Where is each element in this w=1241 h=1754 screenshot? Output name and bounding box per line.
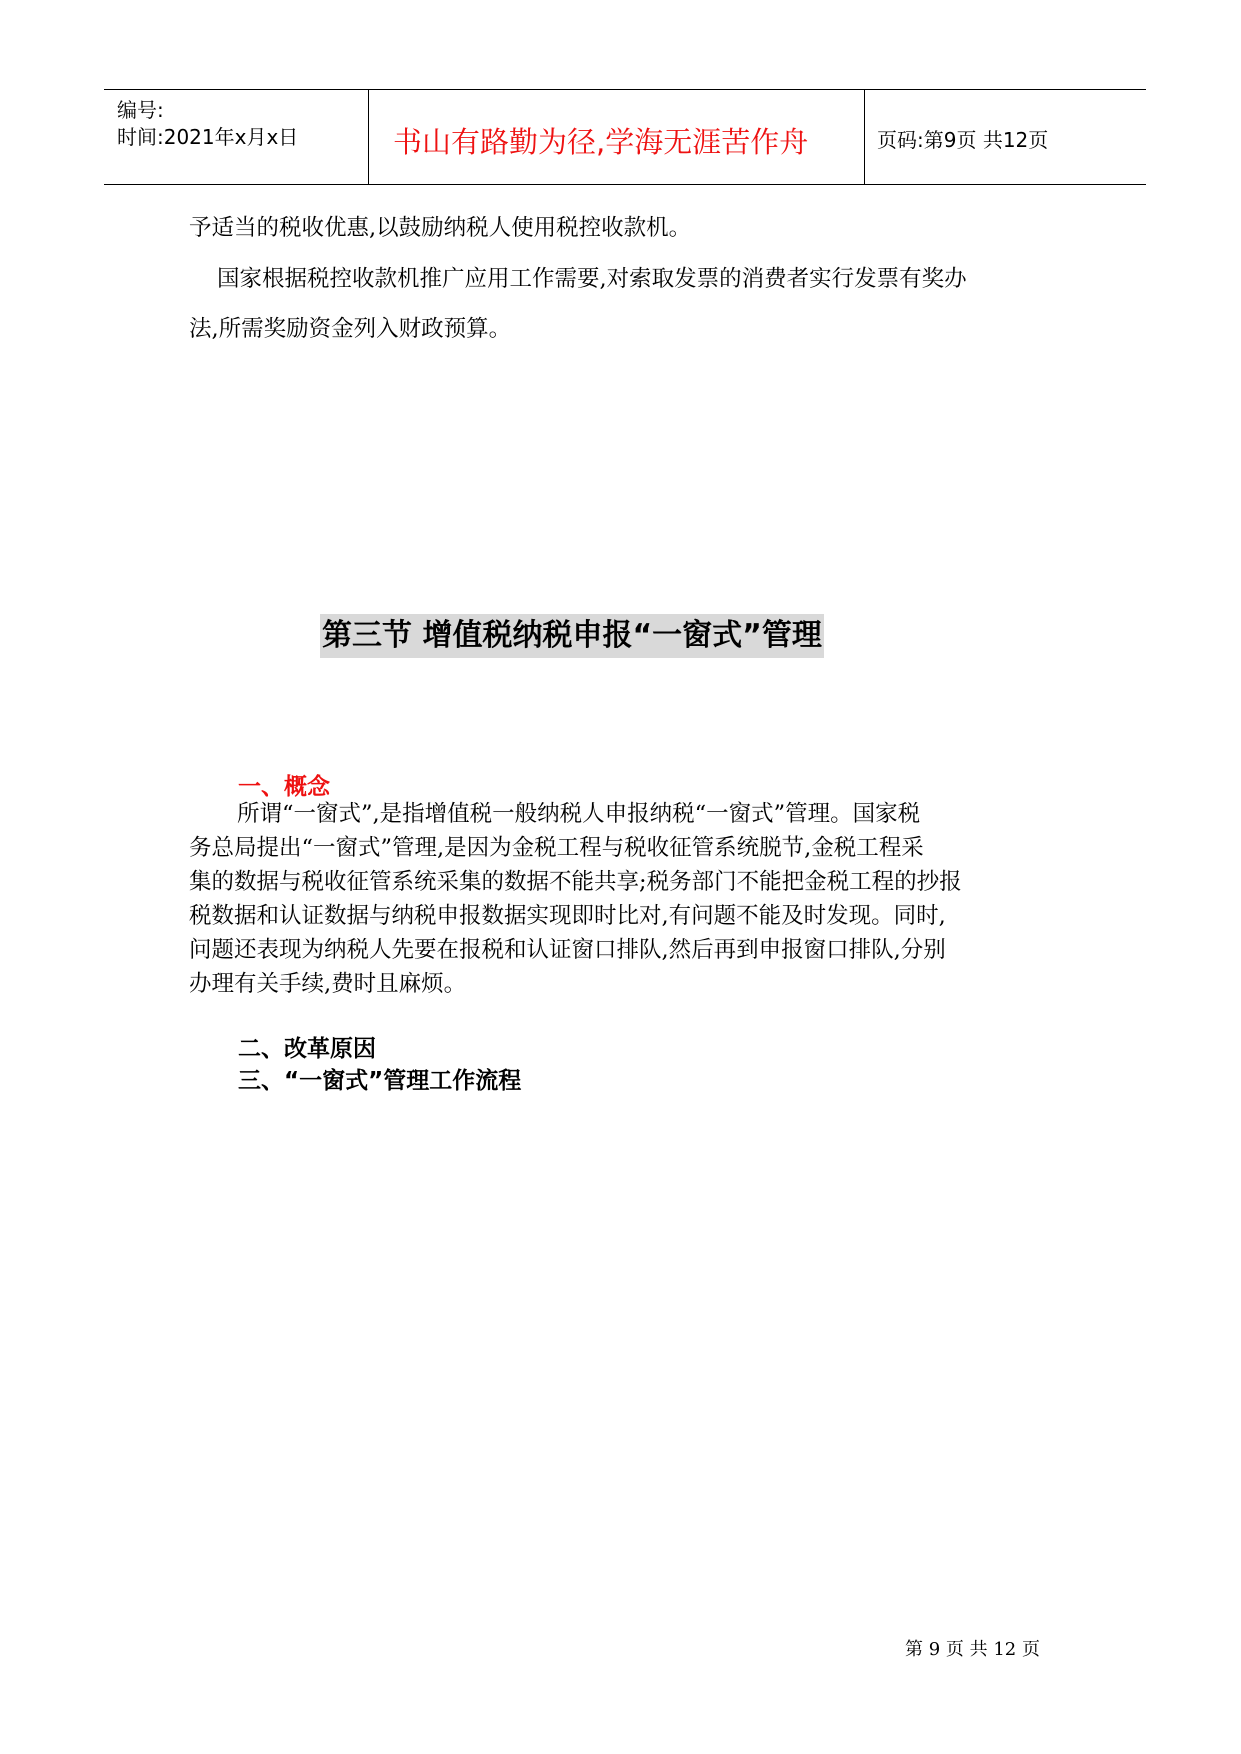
- concept-line: 务总局提出“一窗式”管理,是因为金税工程与税收征管系统脱节,金税工程采: [189, 835, 924, 861]
- header-info-cell: [104, 90, 369, 184]
- header-motto: 书山有路勤为径,学海无涯苦作舟: [393, 125, 809, 159]
- concept-line: 办理有关手续,费时且麻烦。: [189, 971, 467, 997]
- intro-line-2: 国家根据税控收款机推广应用工作需要,对索取发票的消费者实行发票有奖办: [217, 266, 967, 292]
- document-header: [104, 89, 1146, 185]
- header-motto-cell: [369, 90, 865, 184]
- concept-line: 所谓“一窗式”,是指增值税一般纳税人申报纳税“一窗式”管理。国家税: [237, 801, 921, 827]
- concept-heading: 一、概念: [238, 774, 330, 800]
- document-number-label: 编号:: [117, 98, 164, 122]
- workflow-heading: 三、“一窗式”管理工作流程: [238, 1068, 522, 1094]
- concept-line: 问题还表现为纳税人先要在报税和认证窗口排队,然后再到申报窗口排队,分别: [189, 937, 946, 963]
- concept-line: 集的数据与税收征管系统采集的数据不能共享;税务部门不能把金税工程的抄报: [189, 869, 962, 895]
- section-title: 第三节 增值税纳税申报“一窗式”管理: [320, 614, 824, 658]
- document-time-label: 时间:2021年x月x日: [117, 125, 299, 149]
- intro-line-3: 法,所需奖励资金列入财政预算。: [189, 316, 512, 342]
- intro-line-1: 予适当的税收优惠,以鼓励纳税人使用税控收款机。: [189, 215, 692, 241]
- concept-line: 税数据和认证数据与纳税申报数据实现即时比对,有问题不能及时发现。同时,: [189, 903, 946, 929]
- reason-heading: 二、改革原因: [238, 1036, 376, 1062]
- page-footer: 第 9 页 共 12 页: [905, 1639, 1040, 1660]
- header-page-code: 页码:第9页 共12页: [877, 128, 1049, 152]
- header-page-cell: [865, 90, 1146, 184]
- concept-body: [189, 797, 1069, 1001]
